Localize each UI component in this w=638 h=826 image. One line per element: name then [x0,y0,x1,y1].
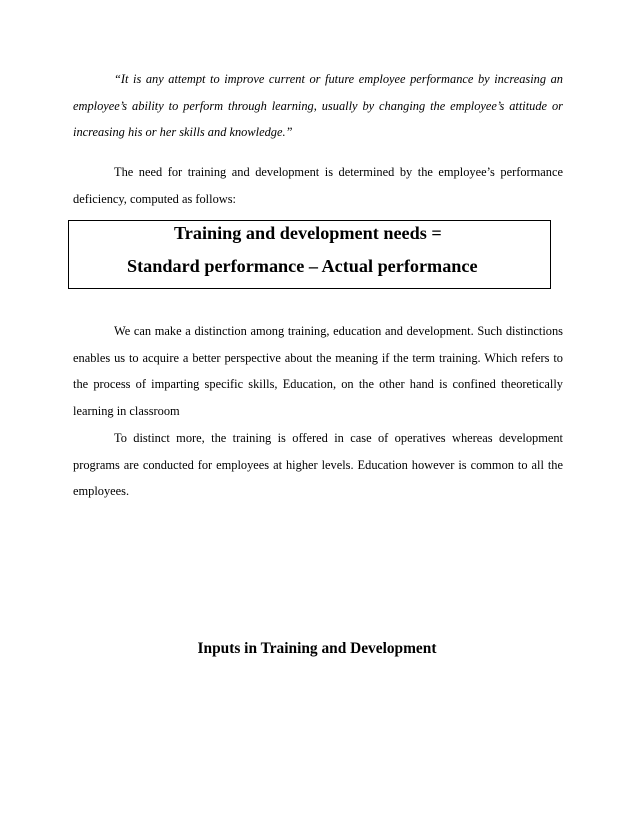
formula-line-needs: Training and development needs = [174,223,442,243]
definition-quote: “It is any attempt to improve current or future employee performance by increasing an employee’s ability to perform through learning, usually by changing the employee’s attitude or increasing his or her skills and knowledge.” [73,72,563,139]
paragraph-training-need: The need for training and development is determined by the employee’s performance deficiency, computed as follows: [73,165,563,206]
formula-box [68,220,551,289]
section-heading-inputs: Inputs in Training and Development [197,640,437,657]
formula-line-performance: Standard performance – Actual performance [127,256,478,276]
paragraph-distinct-more: To distinct more, the training is offered in case of operatives whereas development programs are conducted for employees at higher levels. Education however is common to all the employees. [73,431,563,498]
paragraph-distinction: We can make a distinction among training, education and development. Such distinctions enables us to acquire a better perspective about the meaning if the term training. Which refers to the process of imparting specific skills, Education, on the other hand is confined theoretically learning in classroom [73,324,563,418]
